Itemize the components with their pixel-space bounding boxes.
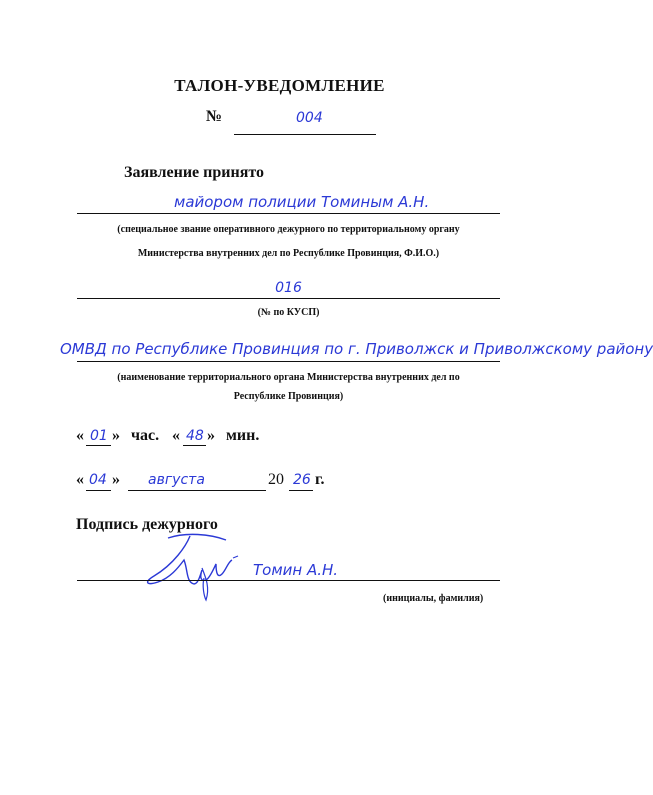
number-line <box>234 134 376 135</box>
signature-line <box>77 580 500 581</box>
hour-quote-close: » <box>112 427 120 444</box>
minute-quote-close: » <box>207 427 215 444</box>
day-quote-close: » <box>112 471 120 488</box>
organ-name: ОМВД по Республике Провинция по г. Приволжск и Приволжскому району <box>60 340 653 358</box>
minute-line <box>183 445 206 446</box>
minute-value: 48 <box>186 428 204 444</box>
kusp-caption: (№ по КУСП) <box>257 307 320 318</box>
minute-quote-open: « <box>172 427 180 444</box>
kusp-line <box>77 298 500 299</box>
month-value: августа <box>148 472 205 488</box>
day-quote-open: « <box>76 471 84 488</box>
officer-name: майором полиции Томиным А.Н. <box>174 193 430 211</box>
officer-caption-1: (специальное звание оперативного дежурного по территориальному органу <box>117 224 460 235</box>
year-label: г. <box>315 471 325 488</box>
signature-mark <box>140 530 240 602</box>
year-line <box>289 490 313 491</box>
organ-line <box>77 361 500 362</box>
kusp-number: 016 <box>275 280 302 296</box>
signature-label: Подпись дежурного <box>76 516 218 533</box>
number-sign: № <box>206 108 223 125</box>
organ-caption-1: (наименование территориального органа Министерства внутренних дел по <box>117 372 460 383</box>
day-line <box>86 490 111 491</box>
organ-caption-2: Республике Провинция) <box>233 391 344 402</box>
accepted-label: Заявление принято <box>124 164 265 181</box>
hour-value: 01 <box>90 428 108 444</box>
month-line <box>128 490 266 491</box>
form-number: 004 <box>296 110 323 126</box>
hour-label: час. <box>131 427 160 444</box>
year-suffix: 26 <box>293 472 311 488</box>
hour-quote-open: « <box>76 427 84 444</box>
signature-caption: (инициалы, фамилия) <box>383 593 484 604</box>
officer-line <box>77 213 500 214</box>
signature-name: Томин А.Н. <box>253 561 339 579</box>
hour-line <box>86 445 111 446</box>
form-title: ТАЛОН-УВЕДОМЛЕНИЕ <box>174 76 385 95</box>
year-prefix: 20 <box>268 471 284 488</box>
day-value: 04 <box>89 472 107 488</box>
officer-caption-2: Министерства внутренних дел по Республике Провинция, Ф.И.О.) <box>137 248 440 259</box>
minute-label: мин. <box>226 427 260 444</box>
